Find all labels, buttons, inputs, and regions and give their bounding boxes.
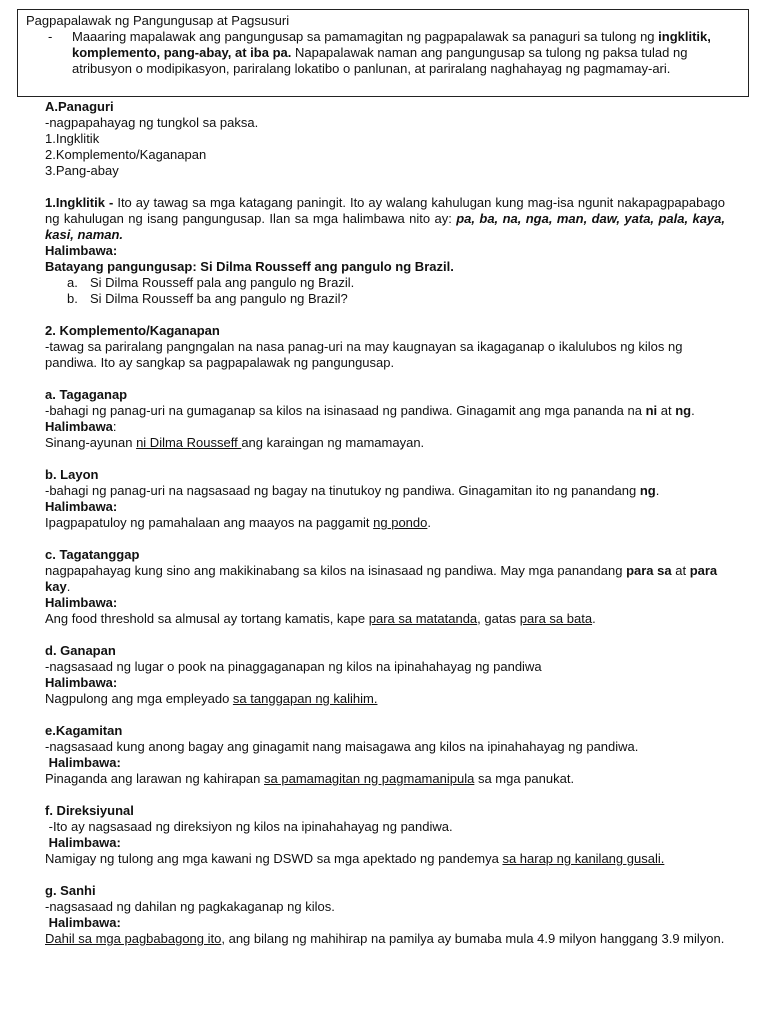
tagaganap-description: -bahagi ng panag-uri na gumaganap sa kilos na isinasaad ng pandiwa. Ginagamit ang mga pananda na ni at ng. (45, 403, 695, 418)
ganapan-halimbawa: Halimbawa: (45, 675, 118, 690)
kagamitan-example: Pinaganda ang larawan ng kahirapan sa pamamagitan ng pagmamanipula sa mga panukat. (45, 771, 575, 786)
ingklitik-base-sentence: Batayang pangungusap: Si Dilma Rousseff ang pangulo ng Brazil. (45, 259, 454, 274)
kagamitan-heading: e.Kagamitan (45, 723, 123, 738)
panaguri-description: -nagpapahayag ng tungkol sa paksa. (45, 115, 259, 130)
sanhi-description: -nagsasaad ng dahilan ng pagkakaganap ng kilos. (45, 899, 335, 914)
intro-text (70, 29, 740, 77)
direksiyunal-heading: f. Direksiyunal (45, 803, 134, 818)
tagaganap-halimbawa: Halimbawa: (45, 419, 117, 434)
direksiyunal-description: -Ito ay nagsasaad ng direksiyon ng kilos na ipinahahayag ng pandiwa. (45, 819, 453, 834)
layon-heading: b. Layon (45, 467, 99, 482)
ingklitik-examples: pa, ba, na, nga, man, daw, yata, pala, kaya, kasi, naman. (45, 211, 725, 242)
list-item (45, 275, 725, 291)
list-text: Si Dilma Rousseff pala ang pangulo ng Brazil. (90, 275, 355, 290)
kagamitan-halimbawa: Halimbawa: (45, 755, 121, 770)
direksiyunal-example: Namigay ng tulong ang mga kawani ng DSWD sa mga apektado ng pandemya sa harap ng kanilang gusali. (45, 851, 665, 866)
direksiyunal-halimbawa: Halimbawa: (45, 835, 121, 850)
ganapan-description: -nagsasaad ng lugar o pook na pinaggaganapan ng kilos na ipinahahayag ng pandiwa (45, 659, 542, 674)
intro-bullet (26, 29, 740, 77)
intro-bold-terms: ingklitik, komplemento, pang-abay, at iba pa. (72, 29, 711, 60)
layon-halimbawa: Halimbawa: (45, 499, 118, 514)
komplemento-heading: 2. Komplemento/Kaganapan (45, 323, 220, 338)
tagatanggap-example: Ang food threshold sa almusal ay tortang kamatis, kape para sa matatanda, gatas para sa bata. (45, 611, 596, 626)
intro-box (17, 9, 749, 97)
sanhi-heading: g. Sanhi (45, 883, 96, 898)
layon-example: Ipagpapatuloy ng pamahalaan ang maayos na paggamit ng pondo. (45, 515, 431, 530)
intro-text-part: Napapalawak naman ang pangungusap sa tulong ng paksa tulad ng atribusyon o modipikasyon, pariralang lokatibo o panlunan, at pariralang naghahayag ng pagmamay-ari. (72, 45, 688, 76)
tagatanggap-description: nagpapahayag kung sino ang makikinabang sa kilos na isinasaad ng pandiwa. May mga panandang para sa at para kay. (45, 563, 718, 594)
tagaganap-heading: a. Tagaganap (45, 387, 128, 402)
panaguri-item-1: 1.Ingklitik (45, 131, 100, 146)
list-marker: b. (67, 291, 78, 306)
ingklitik-heading: 1.Ingklitik - (45, 195, 114, 210)
tagatanggap-heading: c. Tagatanggap (45, 547, 140, 562)
ganapan-heading: d. Ganapan (45, 643, 116, 658)
document-title: Pagpapalawak ng Pangungusap at Pagsusuri (26, 13, 290, 28)
list-item (45, 291, 725, 307)
panaguri-item-2: 2.Komplemento/Kaganapan (45, 147, 207, 162)
bullet-dash: - (48, 29, 53, 44)
tagatanggap-halimbawa: Halimbawa: (45, 595, 118, 610)
ingklitik-halimbawa: Halimbawa: (45, 243, 118, 258)
ingklitik-paragraph (45, 195, 725, 243)
ingklitik-text: Ito ay tawag sa mga katagang paningit. Ito ay walang kahulugan kung mag-isa ngunit nakapagpapabago ng kahulugan ng isang pangungusap. Ilan sa mga halimbawa nito ay: (45, 195, 726, 226)
kagamitan-description: -nagsasaad kung anong bagay ang ginagamit nang maisagawa ang kilos na ipinahahayag ng pandiwa. (45, 739, 639, 754)
intro-text-part: Maaaring mapalawak ang pangungusap sa pamamagitan ng pagpapalawak sa panaguri sa tulong ng (72, 29, 659, 44)
document-body (45, 99, 725, 947)
list-text: Si Dilma Rousseff ba ang pangulo ng Brazil? (90, 291, 348, 306)
section-heading-panaguri: A.Panaguri (45, 99, 114, 114)
layon-description: -bahagi ng panag-uri na nagsasaad ng bagay na tinutukoy ng pandiwa. Ginagamitan ito ng panandang ng. (45, 483, 660, 498)
panaguri-item-3: 3.Pang-abay (45, 163, 119, 178)
sanhi-example: Dahil sa mga pagbabagong ito, ang bilang ng mahihirap na pamilya ay bumaba mula 4.9 milyon hanggang 3.9 milyon. (45, 931, 725, 946)
list-marker: a. (67, 275, 78, 290)
ganapan-example: Nagpulong ang mga empleyado sa tanggapan ng kalihim. (45, 691, 378, 706)
tagaganap-example: Sinang-ayunan ni Dilma Rousseff ang karaingan ng mamamayan. (45, 435, 425, 450)
sanhi-halimbawa: Halimbawa: (45, 915, 121, 930)
komplemento-description: -tawag sa pariralang pangngalan na nasa panag-uri na may kaugnayan sa ikagaganap o ikalulubos ng kilos ng pandiwa. Ito ay sangkap sa pagpapalawak ng pangungusap. (45, 339, 683, 370)
